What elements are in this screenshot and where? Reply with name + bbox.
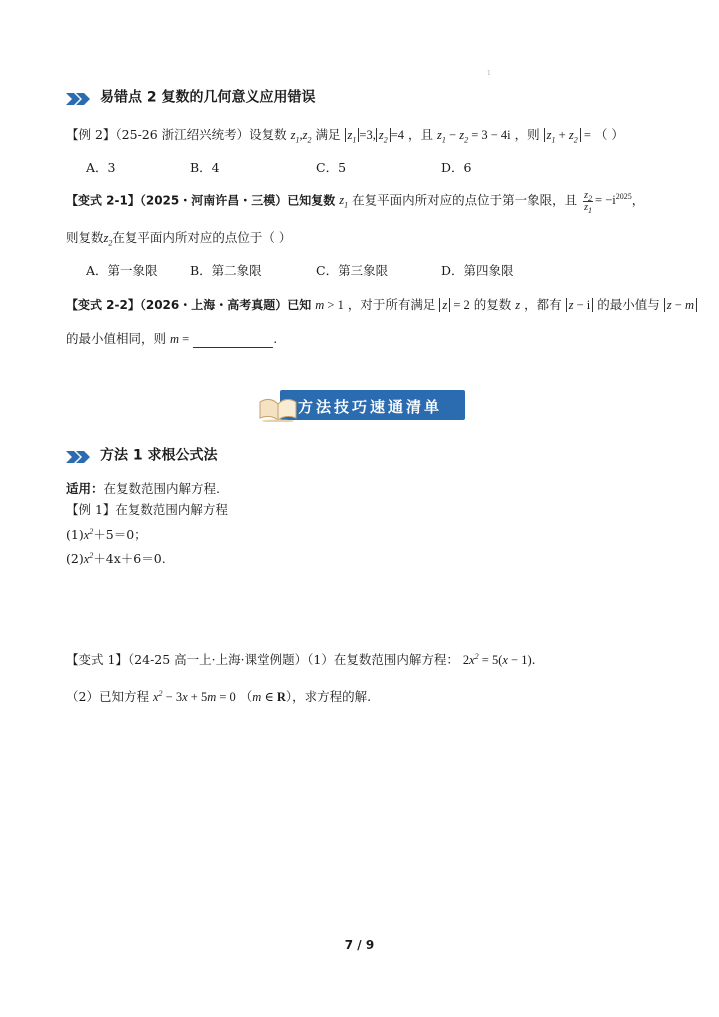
- variant-2-2-text: 的最小值与: [597, 297, 660, 312]
- example-2-prefix: 【例 2】（25-26 浙江绍兴统考）设复数: [66, 127, 287, 142]
- variant-1-2-cond-end: ），求方程的解.: [285, 689, 372, 704]
- page-number: 7 / 9: [344, 938, 375, 952]
- method-banner: [258, 388, 465, 424]
- option-d: D．第四象限: [441, 263, 514, 278]
- variant-2-2-end: .: [273, 331, 278, 346]
- example-2-suffix: （ ）: [594, 127, 624, 142]
- option-b: B．第二象限: [190, 263, 262, 278]
- variant-2-1-text: 在复平面内所对应的点位于第一象限，且: [352, 192, 578, 208]
- example-2-text: ，且: [408, 127, 434, 142]
- math-z-modulus: z = 2: [439, 298, 469, 312]
- variant-2-2-text: ，对于所有满足: [347, 297, 436, 312]
- math-z2: $z_2$: [103, 231, 113, 248]
- variant-2-1-line2: [66, 229, 291, 247]
- math-fraction: $\frac{z_2}{z_1}$ = $-i^{2025}$: [584, 190, 632, 215]
- double-chevron-icon: [66, 450, 92, 462]
- math-z: z: [515, 298, 521, 312]
- variant-1: [66, 651, 536, 669]
- section-heading-2: [66, 446, 217, 465]
- option-a: A．第一象限: [86, 263, 158, 278]
- equation-1-prefix: (1): [66, 527, 84, 542]
- variant-2-2-text: 的复数: [473, 297, 512, 312]
- variant-2-1-prefix: 【变式 2-1】（2025・河南许昌・三模）已知复数: [66, 193, 336, 208]
- variant-1-2-prefix: （2）已知方程: [66, 689, 149, 704]
- apply-line: [66, 480, 220, 498]
- math-z-minus-m: z − m: [664, 298, 697, 312]
- variant-2-1-text: 在复平面内所对应的点位于（ ）: [112, 230, 292, 245]
- variant-1-2-cond: （: [239, 689, 253, 704]
- option-a: A．3: [86, 160, 116, 175]
- book-icon: [258, 392, 298, 422]
- example-1-text: 【例 1】在复数范围内解方程: [66, 502, 228, 517]
- page-mark: 1: [487, 70, 491, 77]
- math-difference: $z_1 - z_2 = 3 - 4i$: [437, 128, 511, 145]
- math-z1: $z_1$: [339, 193, 349, 210]
- equation-1: [66, 526, 147, 544]
- math-m-in-R: m ∈ R: [252, 690, 286, 704]
- math-x-squared: $x^2$: [83, 526, 94, 542]
- variant-1-end: .: [531, 652, 536, 667]
- equation-2-tail: ＋4x＋6＝0.: [93, 551, 166, 566]
- variant-2-2-text: 的最小值相同，则: [66, 331, 167, 346]
- option-b: B．4: [190, 160, 220, 175]
- answer-blank[interactable]: [193, 333, 273, 348]
- math-x-squared: $x^2$: [83, 550, 94, 566]
- math-sum-modulus: $z_1 + z_2$ =: [544, 128, 591, 142]
- option-d: D．6: [441, 160, 472, 175]
- section-heading-1: [66, 88, 315, 107]
- variant-1-part-2: [66, 688, 371, 706]
- math-equation: $x^2 - 3x + 5m = 0$: [152, 688, 236, 704]
- double-chevron-icon: [66, 92, 92, 104]
- section-title: 易错点 2 复数的几何意义应用错误: [99, 89, 316, 106]
- example-1: [66, 501, 228, 519]
- math-m-gt-1: m > 1: [315, 298, 344, 312]
- equation-1-tail: ＋5＝0；: [93, 527, 147, 542]
- apply-text: 在复数范围内解方程.: [103, 481, 220, 496]
- variant-2-1: 【变式 2-1】（2025・河南许昌・三模）已知复数 $z_1$ 在复平面内所对应的点位于第一象限，且 $\frac{z_2}{z_1}$ = $-i^{2025}$，: [66, 190, 645, 215]
- math-m-eq: m =: [170, 332, 190, 346]
- math-z1z2: $z_1,z_2$: [290, 128, 312, 145]
- apply-label: 适用：: [66, 481, 104, 496]
- example-2: [66, 126, 624, 144]
- variant-2-2: [66, 296, 697, 314]
- banner-label: 方法技巧速通清单: [298, 398, 443, 416]
- equation-2-prefix: (2): [66, 551, 84, 566]
- variant-1-prefix: 【变式 1】（24-25 高一上·上海·课堂例题）（1）在复数范围内解方程：: [66, 652, 459, 667]
- variant-2-1-text: 则复数: [66, 230, 104, 245]
- option-c: C．5: [316, 160, 347, 175]
- math-z-minus-i: z − i: [566, 298, 594, 312]
- math-moduli: $z_1 =3$, $z_2 =4$: [345, 128, 405, 142]
- math-equation: $2x^2 = 5(x - 1)$: [462, 651, 532, 667]
- variant-2-2-line2: [66, 330, 277, 348]
- example-2-text: 满足: [315, 127, 341, 142]
- example-2-text: ，则: [514, 127, 540, 142]
- variant-2-2-text: ，都有: [524, 297, 562, 312]
- variant-2-2-prefix: 【变式 2-2】（2026・上海・高考真题）已知: [66, 298, 312, 312]
- option-c: C．第三象限: [316, 263, 389, 278]
- section-title: 方法 1 求根公式法: [99, 447, 218, 464]
- equation-2: [66, 550, 166, 568]
